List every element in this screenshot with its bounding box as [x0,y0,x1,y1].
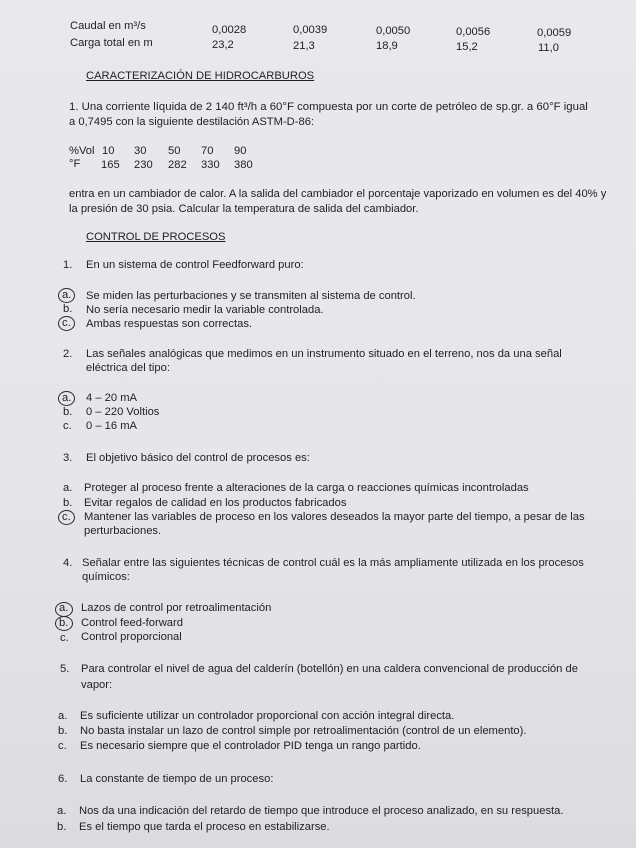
option-letter: a. [57,805,67,817]
option-letter: a. [62,392,72,404]
option-letter: a. [58,710,68,722]
option-letter: b. [63,497,73,509]
option-text: 4 – 20 mA [86,392,137,404]
question-text: La constante de tiempo de un proceso: [80,773,274,785]
question-text: Señalar entre las siguientes técnicas de control cuál es la más ampliamente utilizada en los procesos [82,557,584,569]
question-number: 5. [60,663,70,675]
option-letter: c. [60,632,69,644]
option-text: Evitar regalos de calidad en los productos fabricados [84,497,347,509]
table-cell: 23,2 [212,39,234,51]
table-cell: 0,0056 [456,26,491,38]
question-text: químicos: [82,571,130,583]
distillation-vol-label: %Vol [69,145,95,157]
option-text: Control proporcional [81,631,182,643]
table-cell: 21,3 [293,40,315,52]
question-number: 1. [63,259,73,271]
table-cell: 0,0028 [212,24,247,36]
distillation-cell: 230 [134,159,153,171]
distillation-cell: 50 [168,145,181,157]
option-text: Ambas respuestas son correctas. [86,318,253,330]
option-text: 0 – 16 mA [86,420,137,432]
option-letter: b. [58,725,68,737]
distillation-cell: 10 [102,145,115,157]
option-letter: c. [63,420,72,432]
question-number: 6. [58,773,68,785]
option-text: perturbaciones. [84,525,162,537]
problem-text-line: a 0,7495 con la siguiente destilación ASTM-D-86: [69,116,315,128]
option-letter: b. [63,303,73,315]
option-letter: b. [59,617,69,629]
question-text: El objetivo básico del control de procesos es: [86,452,310,464]
distillation-cell: 282 [168,159,187,171]
distillation-cell: 165 [101,159,120,171]
table-cell: 18,9 [376,40,398,52]
table-row1-label: Caudal en m³/s [70,20,146,32]
option-letter: b. [63,406,73,418]
question-number: 4. [63,557,73,569]
question-text: vapor: [81,679,113,691]
distillation-cell: 380 [234,159,253,171]
distillation-temp-label: °F [69,158,81,170]
option-text: Se miden las perturbaciones y se transmiten al sistema de control. [86,290,416,302]
distillation-cell: 90 [234,145,247,157]
distillation-cell: 30 [134,145,147,157]
option-letter: b. [57,821,67,833]
option-text: Mantener las variables de proceso en los valores deseados la mayor parte del tiempo, a pesar de las [84,511,585,523]
table-cell: 11,0 [538,42,559,54]
option-letter: c. [62,511,71,523]
question-text: Las señales analógicas que medimos en un instrumento situado en el terreno, nos da una señal [86,348,562,360]
option-text: 0 – 220 Voltios [86,406,160,418]
table-cell: 0,0039 [293,24,328,36]
table-row2-label: Carga total en m [70,37,153,49]
option-letter: a. [63,482,73,494]
option-text: No basta instalar un lazo de control simple por retroalimentación (control de un elemento). [80,725,527,737]
option-text: No sería necesario medir la variable controlada. [86,304,324,316]
question-number: 2. [63,348,73,360]
option-letter: a. [62,289,72,301]
option-text: Es el tiempo que tarda el proceso en estabilizarse. [79,821,330,833]
option-text: Nos da una indicación del retardo de tiempo que introduce el proceso analizado, en su respuesta. [79,805,564,817]
option-letter: c. [58,740,67,752]
table-cell: 15,2 [456,41,478,53]
section-heading-process-control: CONTROL DE PROCESOS [86,231,226,243]
question-text: Para controlar el nivel de agua del calderín (botellón) en una caldera convencional de producción de [81,663,578,675]
distillation-cell: 330 [201,159,220,171]
option-text: Es necesario siempre que el controlador PID tenga un rango partido. [80,740,421,752]
problem-text-line: la presión de 30 psia. Calcular la temperatura de salida del cambiador. [69,203,419,215]
option-text: Control feed-forward [81,617,183,629]
table-cell: 0,0059 [537,27,572,39]
option-text: Lazos de control por retroalimentación [81,602,272,614]
option-letter: c. [62,317,71,329]
question-text: eléctrica del tipo: [86,362,170,374]
section-heading-hydrocarbons: CARACTERIZACIÓN DE HIDROCARBUROS [86,70,315,82]
distillation-cell: 70 [201,145,214,157]
problem-text-line: entra en un cambiador de calor. A la salida del cambiador el porcentaje vaporizado en volumen es del 40% y [69,188,607,200]
question-number: 3. [63,452,73,464]
option-text: Proteger al proceso frente a alteraciones de la carga o reacciones químicas incontroladas [84,482,529,494]
problem-text-line: 1. Una corriente líquida de 2 140 ft³/h a 60°F compuesta por un corte de petróleo de sp.gr. a 60°F igual [69,101,588,113]
option-letter: a. [59,602,69,614]
question-text: En un sistema de control Feedforward puro: [86,259,304,271]
table-cell: 0,0050 [376,25,411,37]
option-text: Es suficiente utilizar un controlador proporcional con acción integral directa. [80,710,455,722]
